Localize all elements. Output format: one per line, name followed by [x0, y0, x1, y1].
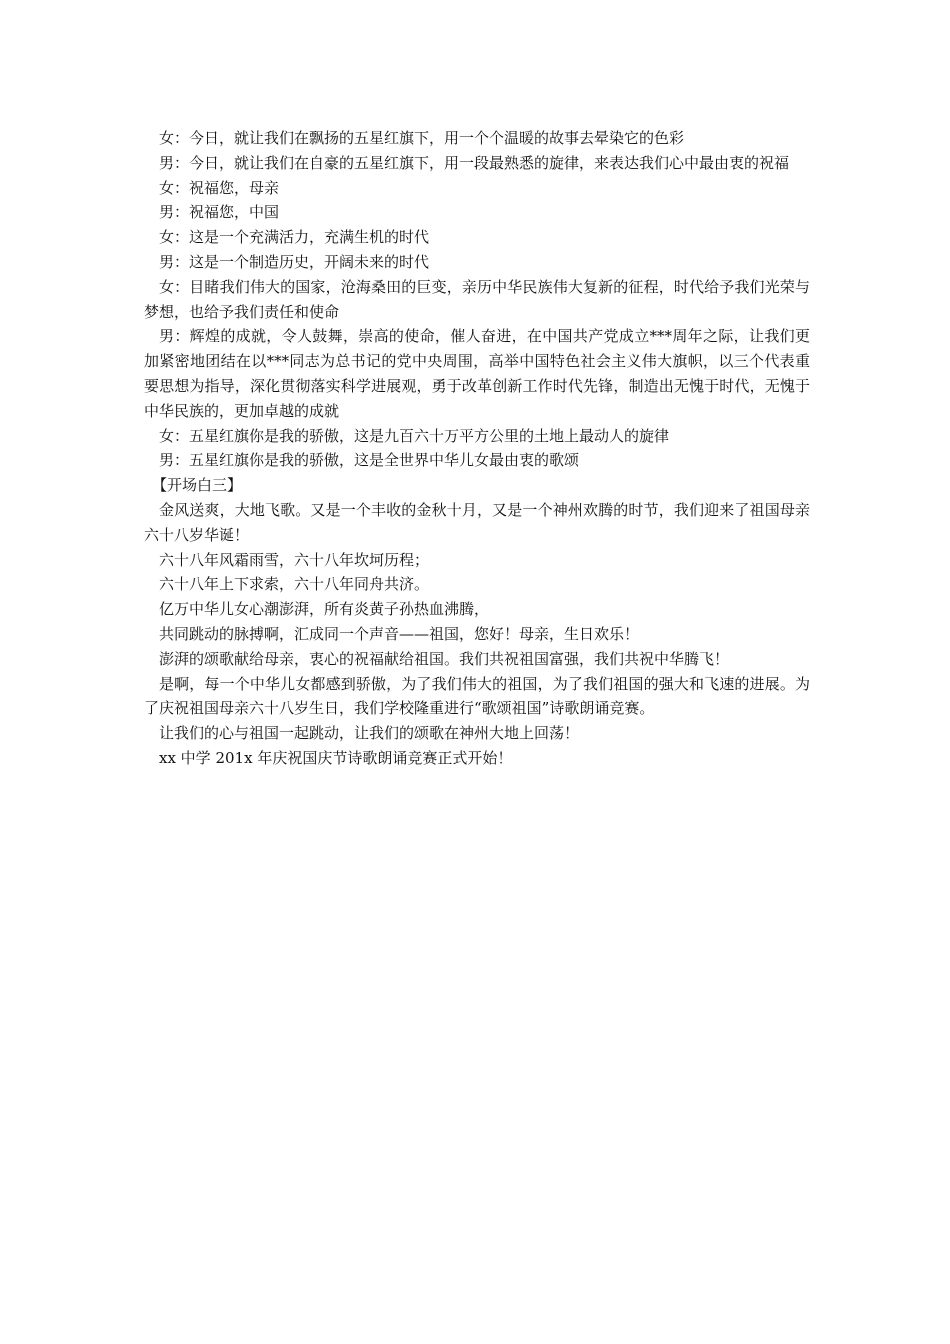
paragraph: 是啊，每一个中华儿女都感到骄傲，为了我们伟大的祖国，为了我们祖国的强大和飞速的进展。为了庆祝祖国母亲六十八岁生日，我们学校隆重进行“歌颂祖国”诗歌朗诵竞赛。: [144, 674, 810, 718]
paragraph: 男：辉煌的成就，令人鼓舞，崇高的使命，催人奋进，在中国共产党成立***周年之际，让我们更加紧密地团结在以***同志为总书记的党中央周围，高举中国特色社会主义伟大旗帜，以三个代表重要思想为指导，深化贯彻落实科学进展观，勇于改革创新工作时代先锋，制造出无愧于时代，无愧于中华民族的，更加卓越的成就: [144, 327, 810, 420]
paragraph: 男：五星红旗你是我的骄傲，这是全世界中华儿女最由衷的歌颂: [159, 451, 580, 470]
paragraph: 澎湃的颂歌献给母亲，衷心的祝福献给祖国。我们共祝祖国富强，我们共祝中华腾飞！: [159, 649, 730, 668]
paragraph: 女：目睹我们伟大的国家，沧海桑田的巨变，亲历中华民族伟大复新的征程，时代给予我们光荣与梦想，也给予我们责任和使命: [144, 277, 810, 321]
paragraph: 男：今日，就让我们在自豪的五星红旗下，用一段最熟悉的旋律，来表达我们心中最由衷的祝福: [159, 153, 790, 172]
paragraph: 共同跳动的脉搏啊，汇成同一个声音——祖国，您好！母亲，生日欢乐！: [159, 624, 640, 643]
paragraph: xx 中学 201x 年庆祝国庆节诗歌朗诵竞赛正式开始！: [159, 748, 513, 767]
paragraph: 亿万中华儿女心潮澎湃，所有炎黄子孙热血沸腾，: [159, 600, 490, 619]
paragraph: 女：这是一个充满活力，充满生机的时代: [159, 228, 430, 247]
paragraph: 金风送爽，大地飞歌。又是一个丰收的金秋十月，又是一个神州欢腾的时节，我们迎来了祖国母亲六十八岁华诞！: [144, 500, 810, 544]
paragraph: 女：五星红旗你是我的骄傲，这是九百六十万平方公里的土地上最动人的旋律: [159, 426, 670, 445]
paragraph: 六十八年风霜雨雪，六十八年坎坷历程；: [159, 550, 430, 569]
paragraph: 女：祝福您，母亲: [159, 178, 280, 197]
paragraph: 六十八年上下求索，六十八年同舟共济。: [159, 575, 430, 594]
paragraph: 男：祝福您，中国: [159, 203, 280, 222]
paragraph: 男：这是一个制造历史，开阔未来的时代: [159, 252, 430, 271]
paragraph: 让我们的心与祖国一起跳动，让我们的颂歌在神州大地上回荡！: [159, 724, 580, 743]
document-body: [144, 126, 810, 771]
section-heading: 【开场白三】: [152, 476, 243, 495]
paragraph: 女：今日，就让我们在飘扬的五星红旗下，用一个个温暖的故事去晕染它的色彩: [159, 129, 685, 147]
